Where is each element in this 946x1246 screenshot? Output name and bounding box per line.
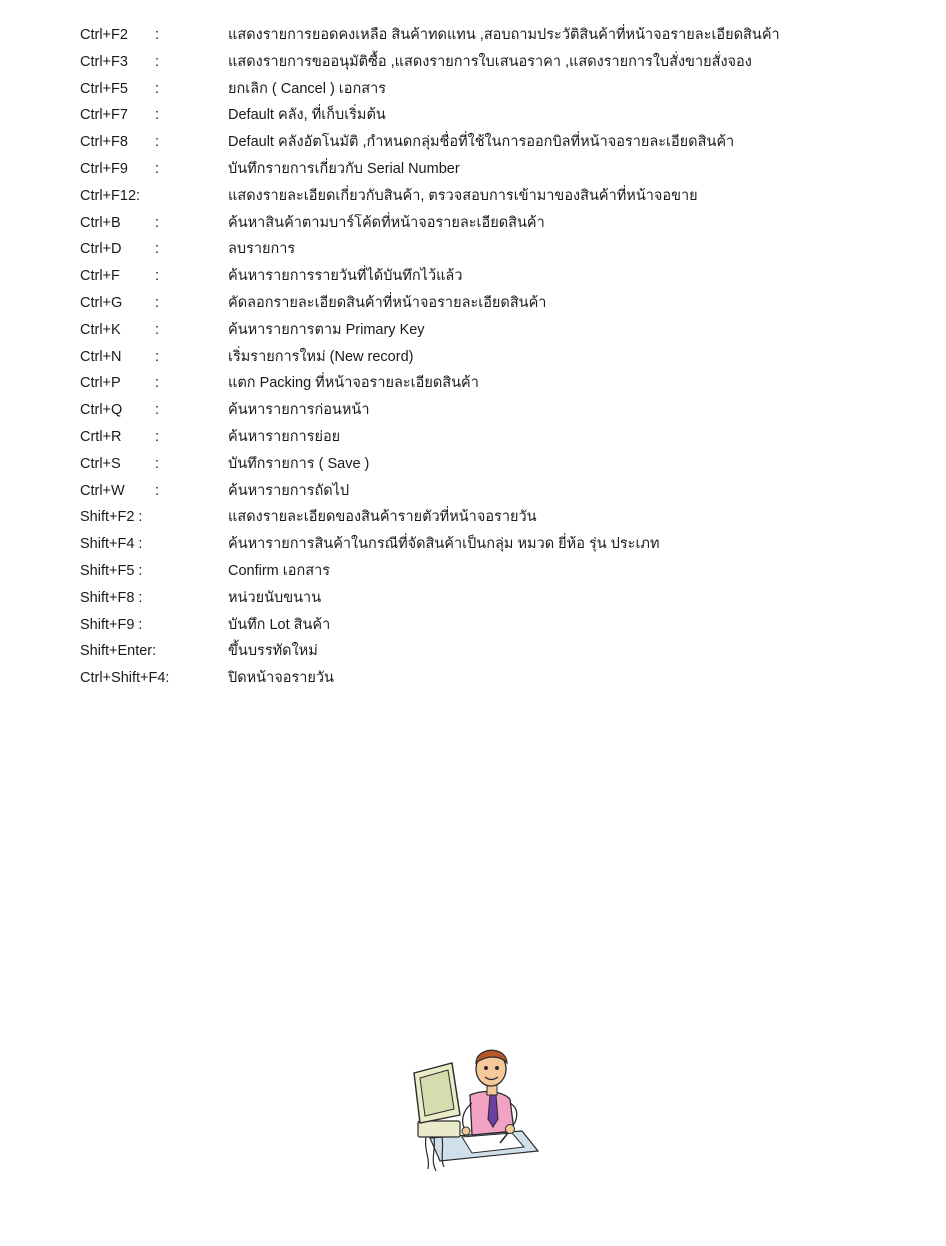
shortcut-key: Ctrl+F9	[80, 160, 128, 177]
shortcut-key: Ctrl+F8	[80, 134, 128, 151]
shortcut-key: Ctrl+W	[80, 482, 125, 499]
shortcut-description: ลบรายการ	[228, 241, 296, 258]
shortcut-description: Confirm เอกสาร	[228, 562, 331, 579]
shortcut-row	[0, 49, 946, 76]
shortcut-description: เริ่มรายการใหม่ (New record)	[228, 348, 414, 365]
shortcut-separator: :	[155, 241, 160, 258]
shortcut-separator: :	[155, 268, 160, 285]
left-hand	[462, 1127, 470, 1135]
shortcut-separator: :	[155, 294, 160, 311]
shortcut-description: แสดงรายการยอดคงเหลือ สินค้าทดแทน ,สอบถามประวัติสินค้าที่หน้าจอรายละเอียดสินค้า	[228, 27, 780, 43]
shortcut-row	[0, 424, 946, 451]
shortcut-key: Shift+F4 :	[80, 536, 143, 553]
shortcut-row	[0, 370, 946, 397]
shortcut-separator: :	[155, 428, 160, 445]
shortcut-separator: :	[155, 107, 160, 124]
shortcut-row	[0, 397, 946, 424]
shortcut-key: Ctrl+D	[80, 241, 122, 258]
shortcut-separator: :	[155, 80, 160, 97]
shortcut-row	[0, 76, 946, 103]
shortcut-separator: :	[155, 482, 160, 499]
shortcut-description: คัดลอกรายละเอียดสินค้าที่หน้าจอรายละเอียดสินค้า	[228, 294, 547, 311]
shortcut-description: ค้นหาสินค้าตามบาร์โค้ดที่หน้าจอรายละเอียดสินค้า	[228, 214, 545, 231]
shortcut-row	[0, 665, 946, 692]
shortcut-description: หน่วยนับขนาน	[228, 589, 322, 606]
eye-right	[495, 1066, 499, 1070]
shortcut-key: Shift+F2 :	[80, 509, 143, 526]
shortcut-description: บันทึก Lot สินค้า	[228, 616, 331, 633]
shortcut-description: ค้นหารายการถัดไป	[228, 482, 350, 499]
shortcut-key: Crtl+R	[80, 428, 122, 445]
shortcut-description: บันทึกรายการ ( Save )	[228, 455, 370, 472]
shortcut-description: ค้นหารายการตาม Primary Key	[228, 321, 425, 338]
shortcut-description: ขึ้นบรรทัดใหม่	[228, 643, 318, 660]
shortcut-row	[0, 531, 946, 558]
shortcut-row	[0, 183, 946, 210]
shortcut-separator: :	[155, 321, 160, 338]
shortcut-key: Ctrl+Shift+F4:	[80, 670, 170, 687]
shortcut-description: บันทึกรายการเกี่ยวกับ Serial Number	[228, 160, 460, 177]
shortcut-key: Ctrl+Q	[80, 402, 123, 419]
shortcut-separator: :	[155, 160, 160, 177]
shortcut-key: Ctrl+B	[80, 214, 121, 231]
shortcut-separator: :	[155, 214, 160, 231]
shortcut-row	[0, 478, 946, 505]
shortcut-separator: :	[155, 53, 160, 70]
shortcut-key: Ctrl+N	[80, 348, 122, 365]
shortcut-description: ค้นหารายการย่อย	[228, 428, 341, 445]
shortcut-row	[0, 22, 946, 49]
right-hand	[506, 1125, 515, 1134]
shortcut-separator: :	[155, 455, 160, 472]
shortcut-description: แสดงรายละเอียดของสินค้ารายตัวที่หน้าจอรายวัน	[228, 509, 537, 526]
shortcut-separator: :	[155, 27, 160, 43]
shortcut-row	[0, 558, 946, 585]
shortcut-key: Ctrl+F	[80, 268, 120, 285]
shortcut-description: Default คลังอัตโนมัติ ,กำหนดกลุ่มชื่อที่ใช้ในการออกบิลที่หน้าจอรายละเอียดสินค้า	[228, 134, 735, 151]
shortcut-separator: :	[155, 348, 160, 365]
eye-left	[484, 1066, 488, 1070]
shortcut-row	[0, 102, 946, 129]
shortcut-key: Ctrl+F2	[80, 27, 128, 43]
shortcut-description: แตก Packing ที่หน้าจอรายละเอียดสินค้า	[228, 375, 479, 392]
shortcut-key: Shift+Enter:	[80, 643, 157, 660]
shortcut-key: Ctrl+F5	[80, 80, 128, 97]
shortcut-key: Ctrl+F12:	[80, 187, 141, 204]
shortcut-description: ยกเลิก ( Cancel ) เอกสาร	[228, 80, 387, 97]
shortcut-description: ค้นหารายการก่อนหน้า	[228, 402, 370, 419]
shortcut-key: Ctrl+F3	[80, 53, 128, 70]
shortcut-row	[0, 263, 946, 290]
shortcut-list	[0, 22, 946, 692]
shortcut-row	[0, 344, 946, 371]
shortcut-key: Ctrl+P	[80, 375, 121, 392]
shortcut-key: Ctrl+F7	[80, 107, 128, 124]
tie-shape	[488, 1095, 498, 1127]
shortcut-row	[0, 612, 946, 639]
shortcut-description: ค้นหารายการสินค้าในกรณีที่จัดสินค้าเป็นกลุ่ม หมวด ยี่ห้อ รุ่น ประเภท	[228, 536, 660, 553]
shortcut-row	[0, 210, 946, 237]
shortcut-key: Shift+F9 :	[80, 616, 143, 633]
monitor-screen	[420, 1070, 454, 1116]
shortcut-key: Shift+F5 :	[80, 562, 143, 579]
shortcut-row	[0, 129, 946, 156]
man-at-computer-clipart-icon	[400, 1033, 540, 1173]
shortcut-row	[0, 638, 946, 665]
shortcut-row	[0, 290, 946, 317]
shortcut-description: Default คลัง, ที่เก็บเริ่มต้น	[228, 107, 386, 124]
shortcut-row	[0, 156, 946, 183]
shortcut-key: Ctrl+G	[80, 294, 123, 311]
shortcut-description: แสดงรายละเอียดเกี่ยวกับสินค้า, ตรวจสอบการเข้ามาของสินค้าที่หน้าจอขาย	[228, 187, 698, 204]
shortcut-separator: :	[155, 402, 160, 419]
shortcut-row	[0, 236, 946, 263]
shortcut-key: Shift+F8 :	[80, 589, 143, 606]
shortcut-row	[0, 585, 946, 612]
shortcut-key: Ctrl+S	[80, 455, 121, 472]
shortcut-description: ค้นหารายการรายวันที่ได้บันทึกไว้แล้ว	[228, 268, 463, 285]
shortcut-description: แสดงรายการขออนุมัติซื้อ ,แสดงรายการใบเสนอราคา ,แสดงรายการใบสั่งขายสั่งจอง	[228, 53, 752, 70]
shortcut-row	[0, 451, 946, 478]
shortcut-separator: :	[155, 134, 160, 151]
shortcut-description: ปิดหน้าจอรายวัน	[228, 670, 334, 687]
shortcut-key: Ctrl+K	[80, 321, 121, 338]
shortcut-row	[0, 317, 946, 344]
shortcut-row	[0, 504, 946, 531]
shortcut-separator: :	[155, 375, 160, 392]
computer-base	[418, 1121, 460, 1137]
